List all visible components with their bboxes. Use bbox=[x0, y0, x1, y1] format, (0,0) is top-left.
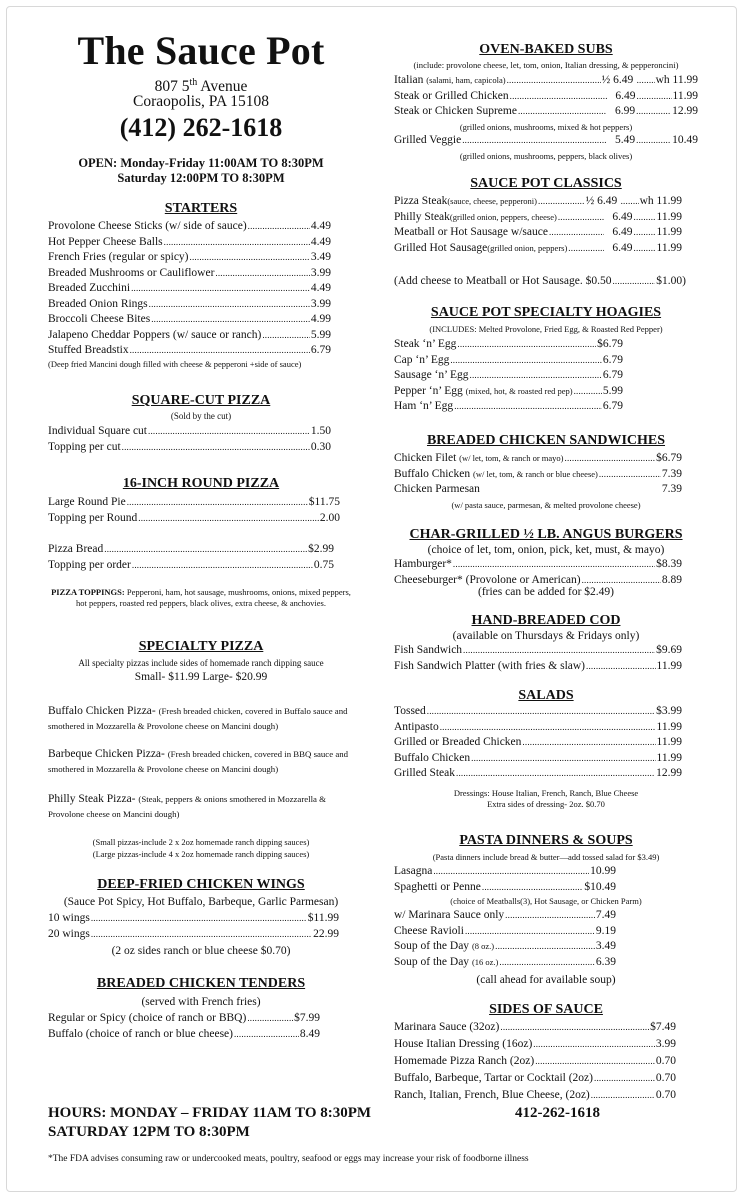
square-cut-list bbox=[48, 424, 331, 455]
tenders-list bbox=[48, 1011, 320, 1042]
sides-title: SIDES OF SAUCE bbox=[489, 1002, 603, 1017]
chicken-sandwiches-list bbox=[394, 451, 682, 498]
menu-item: Pepper ‘n’ Egg (mixed, hot, & roasted red pep) ..... 5.99 bbox=[394, 384, 623, 400]
sides-list bbox=[394, 1019, 676, 1104]
menu-item: French Fries (regular or spicy) ..... 3.49 bbox=[48, 250, 331, 266]
pasta-list-2 bbox=[394, 908, 616, 970]
salads-list bbox=[394, 704, 682, 782]
menu-item: Italian (salami, ham, capicola) ..... ½ 6.49 ..... wh 11.99 bbox=[394, 73, 698, 89]
menu-item: w/ Marinara Sauce only ..... 7.49 bbox=[394, 908, 616, 924]
menu-item: Ham ‘n’ Egg ..... 6.79 bbox=[394, 399, 623, 415]
subs-subtitle: (include: provolone cheese, let, tom, onion, Italian dressing, & pepperoncini) bbox=[413, 60, 679, 70]
starters-note: (Deep fried Mancini dough filled with cheese & pepperoni +side of sauce) bbox=[48, 358, 302, 369]
menu-item: Buffalo Chicken ..... 11.99 bbox=[394, 751, 682, 767]
menu-item: Breaded Onion Rings ..... 3.99 bbox=[48, 297, 331, 313]
wings-list bbox=[48, 911, 339, 942]
salad-extra-dressing: Extra sides of dressing- 2oz. $0.70 bbox=[487, 799, 605, 809]
menu-item: Grilled Veggie ..... 5.49 ..... 10.49 bbox=[394, 133, 698, 149]
menu-item: Chicken Filet (w/ let, tom, & ranch or mayo) ..... $6.79 bbox=[394, 451, 682, 467]
pasta-subtitle: (Pasta dinners include bread & butter—add tossed salad for $3.49) bbox=[432, 852, 660, 862]
menu-item: Topping per Round ..... 2.00 bbox=[48, 511, 340, 527]
salads-title: SALADS bbox=[518, 688, 574, 703]
pasta-list bbox=[394, 864, 616, 895]
menu-item: Large Round Pie ..... $11.75 bbox=[48, 495, 340, 511]
menu-item: Tossed ..... $3.99 bbox=[394, 704, 682, 720]
menu-item: Cheeseburger* (Provolone or American) ..... 8.89 bbox=[394, 573, 682, 589]
starters-list bbox=[48, 219, 331, 370]
chicken-parm-note: (w/ pasta sauce, parmesan, & melted provolone cheese) bbox=[451, 500, 641, 510]
wings-title: DEEP-FRIED CHICKEN WINGS bbox=[97, 877, 305, 892]
cod-subtitle: (available on Thursdays & Fridays only) bbox=[452, 630, 640, 642]
menu-item: Buffalo, Barbeque, Tartar or Cocktail (2oz) ..... 0.70 bbox=[394, 1070, 676, 1087]
pizza-toppings: PIZZA TOPPINGS: Pepperoni, ham, hot sausage, mushrooms, onions, mixed peppers, hot peppers, roasted red peppers, black olives, extra cheese, & anchovies. bbox=[51, 587, 351, 608]
burgers-title: CHAR-GRILLED ½ LB. ANGUS BURGERS bbox=[409, 527, 683, 542]
wings-subtitle: (Sauce Pot Spicy, Hot Buffalo, Barbeque, Garlic Parmesan) bbox=[63, 896, 339, 908]
menu-item: Hamburger* ..... $8.39 bbox=[394, 557, 682, 573]
cod-title: HAND-BREADED COD bbox=[471, 613, 621, 628]
footer-hours-1: HOURS: MONDAY – FRIDAY 11AM TO 8:30PM bbox=[48, 1105, 372, 1121]
menu-item: Steak or Chicken Supreme ..... 6.99 ..... 12.99 bbox=[394, 104, 698, 120]
classics-title: SAUCE POT CLASSICS bbox=[470, 176, 622, 191]
menu-item: Steak ‘n’ Egg ..... $6.79 bbox=[394, 337, 623, 353]
menu-item: Fish Sandwich ..... $9.69 bbox=[394, 643, 682, 659]
menu-item: Pizza Steak(sauce, cheese, pepperoni) ..... ½ 6.49 ..... wh 11.99 bbox=[394, 194, 682, 210]
menu-item: Regular or Spicy (choice of ranch or BBQ) ..... $7.99 bbox=[48, 1011, 320, 1027]
menu-item: Grilled Hot Sausage(grilled onion, peppers) ..... 6.49 ..... 11.99 bbox=[394, 241, 682, 257]
menu-item: 10 wings ..... $11.99 bbox=[48, 911, 339, 927]
hoagies-subtitle: (INCLUDES: Melted Provolone, Fried Egg, & Roasted Red Pepper) bbox=[429, 324, 663, 334]
footer-phone[interactable]: 412-262-1618 bbox=[515, 1105, 600, 1121]
specialty-note-large: (Large pizzas-include 4 x 2oz homemade ranch dipping sauces) bbox=[92, 849, 310, 859]
menu-item: House Italian Dressing (16oz) ..... 3.99 bbox=[394, 1036, 676, 1053]
menu-item: Soup of the Day (8 oz.) ..... 3.49 bbox=[394, 939, 616, 955]
round-pizza-title: 16-INCH ROUND PIZZA bbox=[122, 476, 280, 491]
menu-item: Hot Pepper Cheese Balls ..... 4.49 bbox=[48, 235, 331, 251]
subs-title: OVEN-BAKED SUBS bbox=[479, 42, 613, 57]
specialty-pizza-prices: Small- $11.99 Large- $20.99 bbox=[134, 671, 268, 683]
soup-call-note: (call ahead for available soup) bbox=[476, 974, 616, 986]
pasta-title: PASTA DINNERS & SOUPS bbox=[459, 833, 633, 848]
tenders-title: BREADED CHICKEN TENDERS bbox=[96, 976, 306, 991]
burgers-note: (fries can be added for $2.49) bbox=[477, 586, 615, 598]
menu-item: Spaghetti or Penne ..... $10.49 bbox=[394, 880, 616, 896]
subs-veggie-note: (grilled onions, mushrooms, peppers, black olives) bbox=[459, 151, 633, 161]
open-hours-1: OPEN: Monday-Friday 11:00AM TO 8:30PM bbox=[78, 156, 324, 170]
subs-list bbox=[394, 73, 698, 120]
menu-item: Provolone Cheese Sticks (w/ side of sauce) ..... 4.49 bbox=[48, 219, 331, 235]
menu-item: Grilled Steak ..... 12.99 bbox=[394, 766, 682, 782]
menu-item: 20 wings ..... 22.99 bbox=[48, 927, 339, 943]
menu-item: Lasagna ..... 10.99 bbox=[394, 864, 616, 880]
menu-item: Topping per cut ..... 0.30 bbox=[48, 440, 331, 456]
open-hours-2: Saturday 12:00PM TO 8:30PM bbox=[117, 171, 285, 185]
round-pizza-list bbox=[48, 495, 340, 526]
pizza-bread-list bbox=[48, 542, 334, 573]
specialty-item: Buffalo Chicken Pizza- (Fresh breaded chicken, covered in Buffalo sauce and smothered in Mozzarella & Provolone cheese on Mancini dough) bbox=[48, 705, 348, 731]
wings-note: (2 oz sides ranch or blue cheese $0.70) bbox=[111, 945, 291, 957]
starters-title: STARTERS bbox=[164, 201, 238, 216]
menu-item: Fish Sandwich Platter (with fries & slaw) ..... 11.99 bbox=[394, 659, 682, 675]
menu-item: Jalapeno Cheddar Poppers (w/ sauce or ranch) ..... 5.99 bbox=[48, 328, 331, 344]
menu-item: Ranch, Italian, French, Blue Cheese, (2oz) ..... 0.70 bbox=[394, 1087, 676, 1104]
footer-hours-2: SATURDAY 12PM TO 8:30PM bbox=[48, 1124, 250, 1140]
address-line1: 807 5th Avenue bbox=[154, 77, 248, 96]
cod-list bbox=[394, 643, 682, 674]
address-line2: Coraopolis, PA 15108 bbox=[133, 93, 269, 110]
menu-item: Stuffed Breadstix ..... 6.79 bbox=[48, 343, 331, 359]
square-cut-subtitle: (Sold by the cut) bbox=[170, 411, 232, 421]
classics-cheese bbox=[394, 274, 686, 290]
restaurant-name: The Sauce Pot bbox=[77, 28, 325, 73]
menu-item: Cap ‘n’ Egg ..... 6.79 bbox=[394, 353, 623, 369]
menu-item: Buffalo Chicken (w/ let, tom, & ranch or blue cheese) ..... 7.39 bbox=[394, 467, 682, 483]
menu-item: Chicken Parmesan 7.39 bbox=[394, 483, 682, 495]
specialty-note-small: (Small pizzas-include 2 x 2oz homemade ranch dipping sauces) bbox=[92, 837, 310, 847]
chicken-sandwiches-title: BREADED CHICKEN SANDWICHES bbox=[426, 433, 666, 448]
specialty-pizza-subtitle: All specialty pizzas include sides of homemade ranch dipping sauce bbox=[78, 658, 324, 668]
specialty-item: Philly Steak Pizza- (Steak, peppers & onions smothered in Mozzarella & Provolone cheese on Mancini dough) bbox=[48, 793, 327, 819]
burgers-list bbox=[394, 557, 682, 588]
hoagies-title: SAUCE POT SPECIALTY HOAGIES bbox=[430, 305, 662, 320]
subs-veggie bbox=[394, 133, 698, 149]
menu-item: Grilled or Breaded Chicken ..... 11.99 bbox=[394, 735, 682, 751]
menu-item: Broccoli Cheese Bites ..... 4.99 bbox=[48, 312, 331, 328]
menu-item: Soup of the Day (16 oz.) ..... 6.39 bbox=[394, 955, 616, 971]
menu-item: Antipasto ..... 11.99 bbox=[394, 720, 682, 736]
menu-item: Individual Square cut ..... 1.50 bbox=[48, 424, 331, 440]
hoagies-list bbox=[394, 337, 623, 415]
menu-item: Meatball or Hot Sausage w/sauce ..... 6.49 ..... 11.99 bbox=[394, 225, 682, 241]
menu-item: Philly Steak(grilled onion, peppers, cheese) ..... 6.49 ..... 11.99 bbox=[394, 210, 682, 226]
square-cut-title: SQUARE-CUT PIZZA bbox=[131, 393, 271, 408]
specialty-pizza-title: SPECIALTY PIZZA bbox=[138, 639, 264, 654]
burgers-subtitle: (choice of let, tom, onion, pick, ket, must, & mayo) bbox=[427, 544, 665, 556]
menu-item: Breaded Mushrooms or Cauliflower ..... 3.99 bbox=[48, 266, 331, 282]
menu-item: Breaded Zucchini ..... 4.49 bbox=[48, 281, 331, 297]
menu-item: Buffalo (choice of ranch or blue cheese) ..... 8.49 bbox=[48, 1027, 320, 1043]
subs-supreme-note: (grilled onions, mushrooms, mixed & hot peppers) bbox=[459, 122, 633, 132]
salad-dressings: Dressings: House Italian, French, Ranch, Blue Cheese bbox=[453, 788, 639, 798]
menu-item: Marinara Sauce (32oz) ..... $7.49 bbox=[394, 1019, 676, 1036]
menu-item: Cheese Ravioli ..... 9.19 bbox=[394, 924, 616, 940]
tenders-subtitle: (served with French fries) bbox=[141, 996, 261, 1008]
menu-item: Steak or Grilled Chicken ..... 6.49 ..... 11.99 bbox=[394, 89, 698, 105]
specialty-item: Barbeque Chicken Pizza- (Fresh breaded chicken, covered in BBQ sauce and smothered in Mozzarella & Provolone cheese on Mancini dough) bbox=[48, 748, 349, 774]
menu-item: (Add cheese to Meatball or Hot Sausage. $0.50 ..... $1.00) bbox=[394, 274, 686, 290]
menu-item: Topping per order ..... 0.75 bbox=[48, 558, 334, 574]
fda-disclaimer: *The FDA advises consuming raw or undercooked meats, poultry, seafood or eggs may increase your risk of foodborne illness bbox=[48, 1154, 529, 1164]
phone-number[interactable]: (412) 262-1618 bbox=[119, 113, 283, 142]
classics-list bbox=[394, 194, 682, 256]
pasta-choice-note: (choice of Meatballs(3), Hot Sausage, or Chicken Parm) bbox=[450, 896, 642, 906]
menu-item: Homemade Pizza Ranch (2oz) ..... 0.70 bbox=[394, 1053, 676, 1070]
menu-item: Pizza Bread ..... $2.99 bbox=[48, 542, 334, 558]
menu-item: Sausage ‘n’ Egg ..... 6.79 bbox=[394, 368, 623, 384]
